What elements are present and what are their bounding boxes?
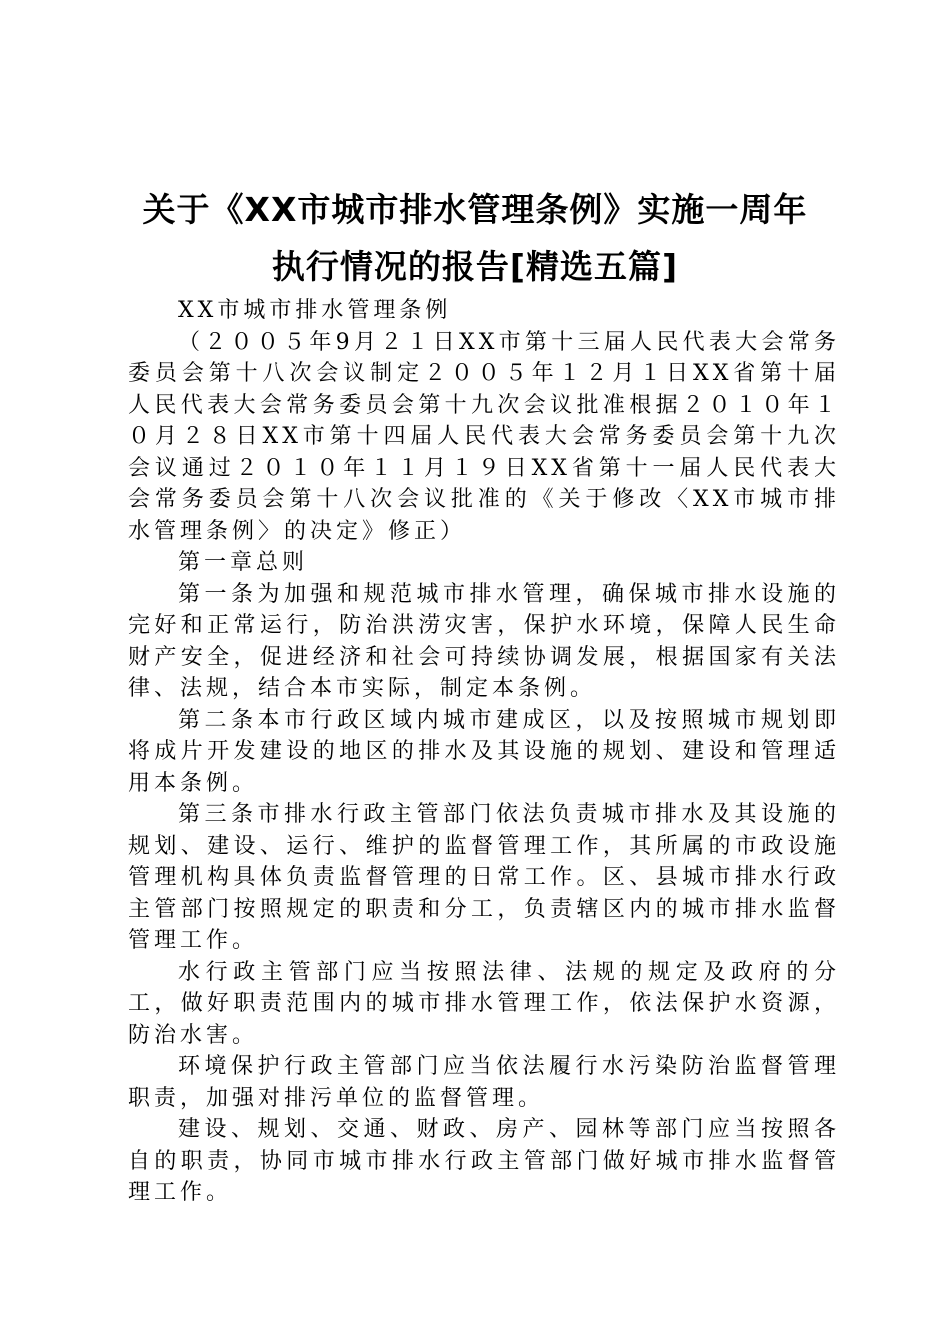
article-3-paragraph-3: 环境保护行政主管部门应当依法履行水污染防治监督管理职责，加强对排污单位的监督管理。	[128, 1054, 840, 1111]
article-2: 第二条本市行政区域内城市建成区，以及按照城市规划即将成片开发建设的地区的排水及其设施的规划、建设和管理适用本条例。	[128, 707, 840, 796]
article-3: 第三条市排水行政主管部门依法负责城市排水及其设施的规划、建设、运行、维护的监督管理工作，其所属的市政设施管理机构具体负责监督管理的日常工作。区、县城市排水行政主管部门按照规定的职责和分工，负责辖区内的城市排水监督管理工作。	[128, 802, 840, 953]
enactment-note: （２００５年9月２１日XX市第十三届人民代表大会常务委员会第十八次会议制定２００５年１２月１日XX省第十届人民代表大会常务委员会第十九次会议批准根据２０１０年１０月２８日XX市第十四届人民代表大会常务委员会第十九次会议通过２０１０年１１月１９日XX省第十一届人民代表大会常务委员会第十八次会议批准的《关于修改〈XX市城市排水管理条例〉的决定》修正）	[128, 329, 840, 544]
document-title-line-2: 执行情况的报告[精选五篇]	[271, 247, 679, 286]
article-3-paragraph-2: 水行政主管部门应当按照法律、法规的规定及政府的分工，做好职责范围内的城市排水管理工作，依法保护水资源，防治水害。	[128, 959, 840, 1048]
document-body	[128, 295, 840, 1209]
regulation-name: XX市城市排水管理条例	[178, 298, 452, 323]
document-title-line-1: 关于《XX市城市排水管理条例》实施一周年	[142, 190, 808, 229]
article-3-paragraph-4: 建设、规划、交通、财政、房产、园林等部门应当按照各自的职责，协同市城市排水行政主管部门做好城市排水监督管理工作。	[128, 1117, 840, 1205]
chapter-heading: 第一章总则	[178, 550, 309, 575]
article-1: 第一条为加强和规范城市排水管理，确保城市排水设施的完好和正常运行，防治洪涝灾害，保护水环境，保障人民生命财产安全，促进经济和社会可持续协调发展，根据国家有关法律、法规，结合本市实际，制定本条例。	[128, 581, 840, 701]
